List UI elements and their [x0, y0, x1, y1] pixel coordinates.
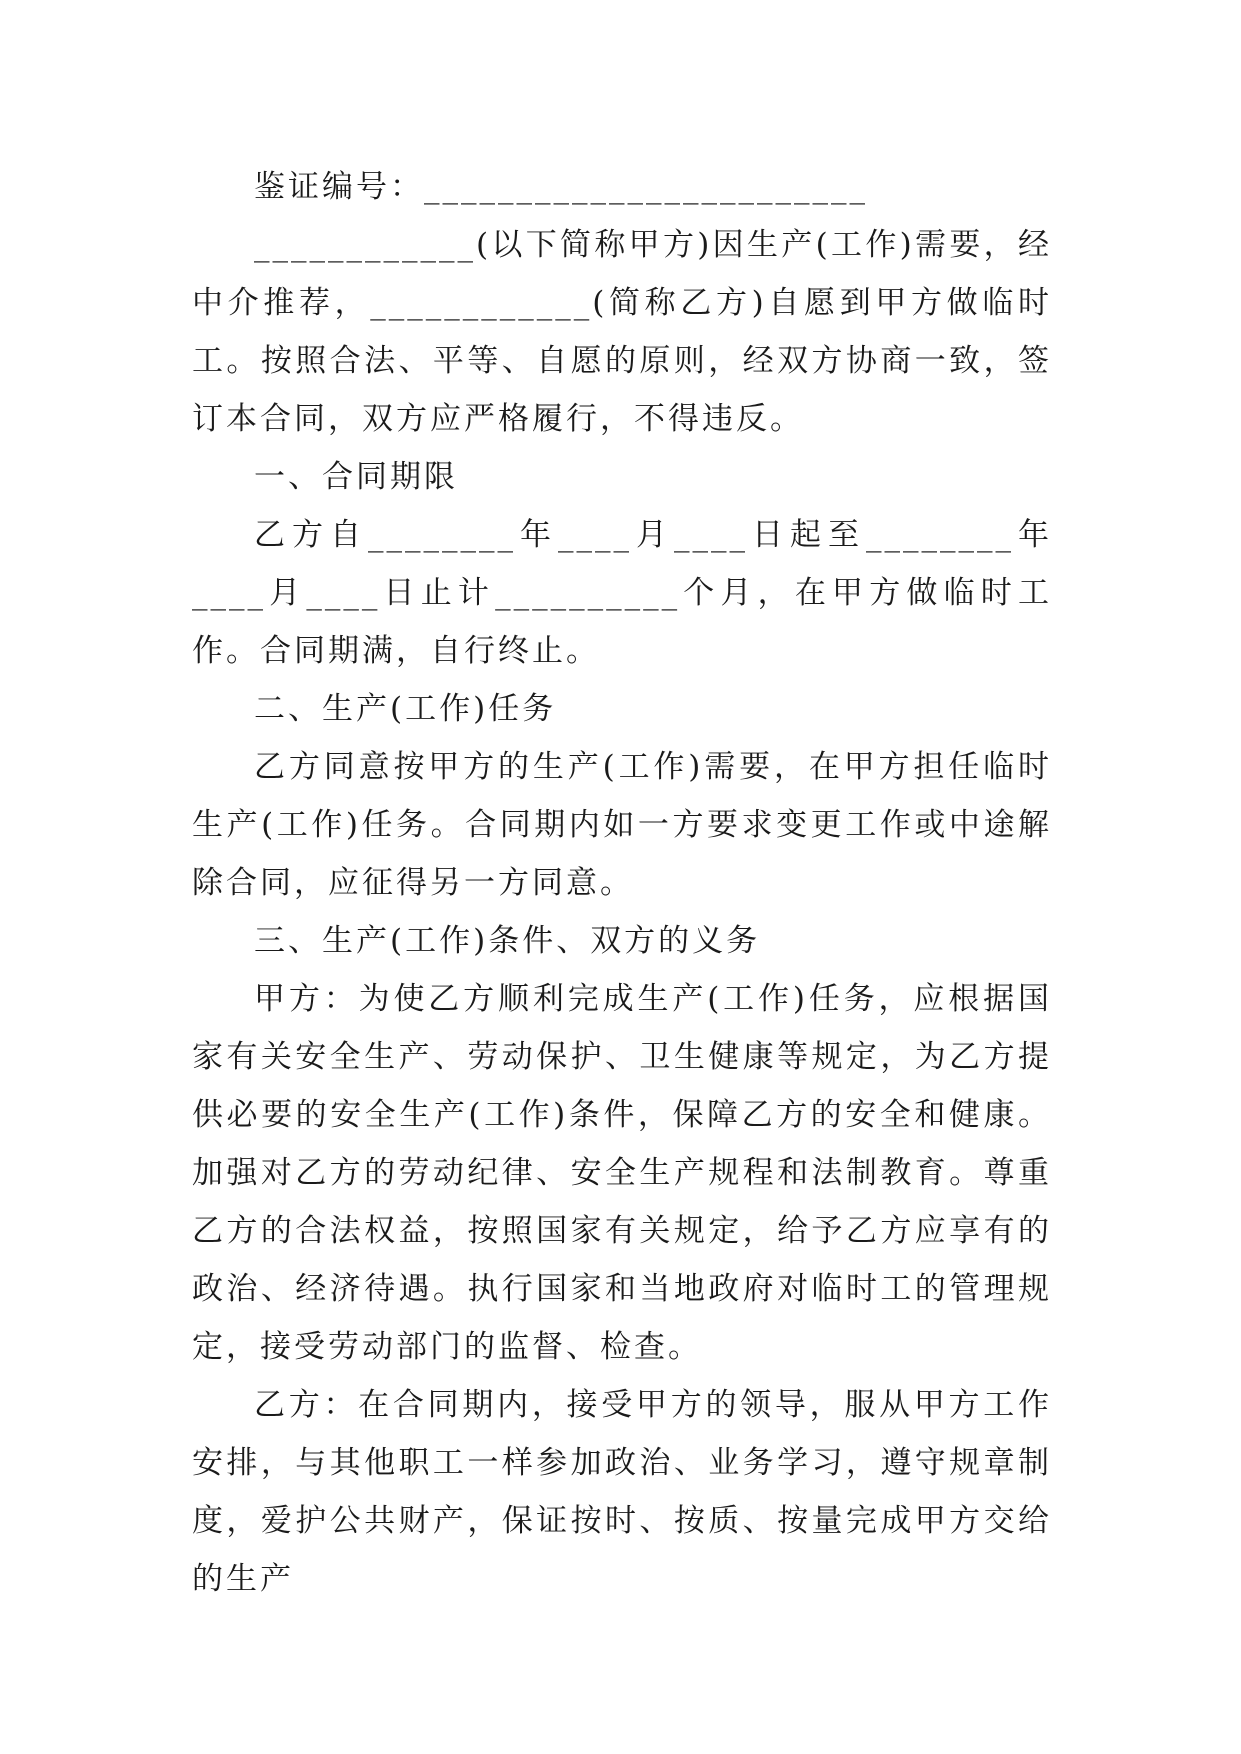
section-3-title: 三、生产(工作)条件、双方的义务 — [254, 923, 761, 959]
section-1-title: 一、合同期限 — [254, 459, 458, 495]
intro-paragraph: ____________(以下简称甲方)因生产(工作)需要，经中介推荐，____________(简称乙方)自愿到甲方做临时工。按照合法、平等、自愿的原则，经双方协商一致，签订本合同，双方应严格履行，不得违反。 — [192, 227, 1052, 437]
section-1-body: 乙方自________年____月____日起至________年____月____日止计__________个月，在甲方做临时工作。合同期满，自行终止。 — [192, 517, 1052, 669]
contract-page — [192, 158, 1052, 1608]
party-a-duties: 甲方：为使乙方顺利完成生产(工作)任务，应根据国家有关安全生产、劳动保护、卫生健康等规定，为乙方提供必要的安全生产(工作)条件，保障乙方的安全和健康。加强对乙方的劳动纪律、安全生产规程和法制教育。尊重乙方的合法权益，按照国家有关规定，给予乙方应享有的政治、经济待遇。执行国家和当地政府对临时工的管理规定，接受劳动部门的监督、检查。 — [192, 981, 1052, 1365]
verification-number-line: 鉴证编号：________________________ — [254, 169, 868, 205]
section-2-body: 乙方同意按甲方的生产(工作)需要，在甲方担任临时生产(工作)任务。合同期内如一方要求变更工作或中途解除合同，应征得另一方同意。 — [192, 749, 1052, 901]
party-b-duties: 乙方：在合同期内，接受甲方的领导，服从甲方工作安排，与其他职工一样参加政治、业务学习，遵守规章制度，爱护公共财产，保证按时、按质、按量完成甲方交给的生产 — [192, 1387, 1052, 1597]
section-2-title: 二、生产(工作)任务 — [254, 691, 557, 727]
